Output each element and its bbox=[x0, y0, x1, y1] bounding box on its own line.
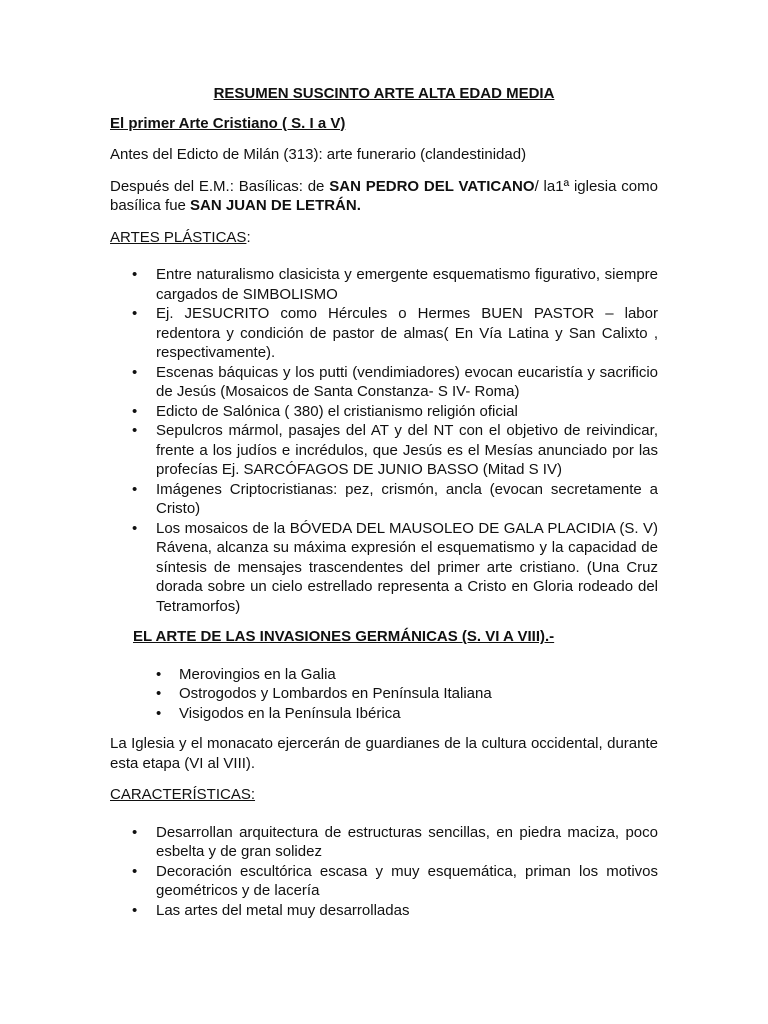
list-item-text: Sepulcros mármol, pasajes del AT y del NT con el objetivo de reivindicar, frente a los judíos e incrédulos, que Jesús es el Mesías anunciado por las profecías Ej. SARCÓFAGOS DE JUNIO BASSO (Mitad S IV) bbox=[156, 422, 658, 478]
bullet-icon: • bbox=[132, 363, 138, 381]
bullet-icon: • bbox=[132, 422, 138, 439]
list-item-text: Imágenes Criptocristianas: pez, crismón, ancla (evocan secretamente a Cristo) bbox=[156, 480, 658, 517]
list-item-text: Edicto de Salónica ( 380) el cristianismo religión oficial bbox=[156, 402, 518, 420]
list-item-text: Decoración escultórica escasa y muy esquemática, priman los motivos geométricos y de lacería bbox=[156, 862, 658, 899]
list-item bbox=[110, 265, 658, 304]
bullet-icon: • bbox=[132, 823, 138, 841]
list-item bbox=[110, 304, 658, 363]
list-item-text: Merovingios en la Galia bbox=[179, 665, 336, 683]
artes-plasticas-colon: : bbox=[246, 228, 251, 246]
bullet-icon: • bbox=[132, 901, 138, 919]
list-item bbox=[110, 704, 658, 724]
basilicas-bold-letran: SAN JUAN DE LETRÁN. bbox=[190, 197, 361, 214]
list-item-text: Desarrollan arquitectura de estructuras sencillas, en piedra maciza, poco esbelta y de gran solidez bbox=[156, 823, 658, 860]
paragraph-basilicas bbox=[110, 177, 658, 216]
list-item bbox=[110, 823, 658, 862]
section-heading-primer-arte: El primer Arte Cristiano ( S. I a V) bbox=[110, 114, 346, 132]
basilicas-bold-vaticano: SAN PEDRO DEL VATICANO bbox=[329, 177, 535, 195]
list-item-text: Ej. JESUCRITO como Hércules o Hermes BUEN PASTOR – labor redentora y condición de pastor de almas( En Vía Latina y San Calixto , respectivamente). bbox=[156, 305, 658, 361]
list-item bbox=[110, 421, 658, 480]
document-page bbox=[110, 84, 658, 931]
list-item-text: Entre naturalismo clasicista y emergente esquematismo figurativo, siempre cargados de SIMBOLISMO bbox=[156, 266, 658, 303]
list-item bbox=[110, 363, 658, 402]
bullet-icon: • bbox=[156, 665, 162, 683]
list-item-text: Visigodos en la Península Ibérica bbox=[179, 704, 401, 722]
paragraph-edicto-milan: Antes del Edicto de Milán (313): arte funerario (clandestinidad) bbox=[110, 146, 527, 163]
list-item-text: Las artes del metal muy desarrolladas bbox=[156, 901, 410, 919]
list-item bbox=[110, 684, 658, 704]
artes-plasticas-heading bbox=[110, 228, 658, 248]
section-heading-invasiones: EL ARTE DE LAS INVASIONES GERMÁNICAS (S. VI A VIII).- bbox=[133, 628, 555, 645]
list-item bbox=[110, 665, 658, 685]
list-item bbox=[110, 519, 658, 617]
list-item-text: Ostrogodos y Lombardos en Península Italiana bbox=[179, 685, 492, 702]
bullet-icon: • bbox=[156, 704, 162, 722]
list-item-text: Escenas báquicas y los putti (vendimiadores) evocan eucaristía y sacrificio de Jesús (Mosaicos de Santa Constanza- S IV- Roma) bbox=[156, 363, 658, 400]
artes-plasticas-heading-text: ARTES PLÁSTICAS bbox=[110, 228, 247, 246]
bullet-icon: • bbox=[132, 266, 138, 283]
bullet-icon: • bbox=[132, 519, 138, 537]
bullet-icon: • bbox=[132, 862, 138, 880]
basilicas-text-c: / la1ª iglesia como basílica fue bbox=[110, 177, 658, 214]
bullet-icon: • bbox=[132, 402, 138, 420]
basilicas-text-a: Después del E.M.: Basílicas: de bbox=[110, 177, 330, 195]
document-title: RESUMEN SUSCINTO ARTE ALTA EDAD MEDIA bbox=[213, 85, 555, 102]
list-item bbox=[110, 862, 658, 901]
list-item-text: Los mosaicos de la BÓVEDA DEL MAUSOLEO DE GALA PLACIDIA (S. V) Rávena, alcanza su máxima expresión el esquematismo y la capacidad de síntesis de mensajes trascendentes del primer arte cristiano. (Una Cruz dorada sobre un cielo estrellado representa a Cristo en Gloria rodeado del Tetramorfos) bbox=[156, 519, 658, 615]
artes-plasticas-list bbox=[110, 265, 658, 616]
section-heading-caracteristicas: CARACTERÍSTICAS: bbox=[110, 786, 256, 803]
invasiones-list bbox=[110, 665, 658, 724]
list-item bbox=[110, 402, 658, 422]
list-item bbox=[110, 480, 658, 519]
list-item bbox=[110, 901, 658, 921]
bullet-icon: • bbox=[156, 685, 162, 702]
paragraph-iglesia-monacato: La Iglesia y el monacato ejercerán de guardianes de la cultura occidental, durante esta etapa (VI al VIII). bbox=[110, 735, 658, 772]
bullet-icon: • bbox=[132, 480, 138, 498]
caracteristicas-list bbox=[110, 823, 658, 921]
bullet-icon: • bbox=[132, 305, 138, 322]
